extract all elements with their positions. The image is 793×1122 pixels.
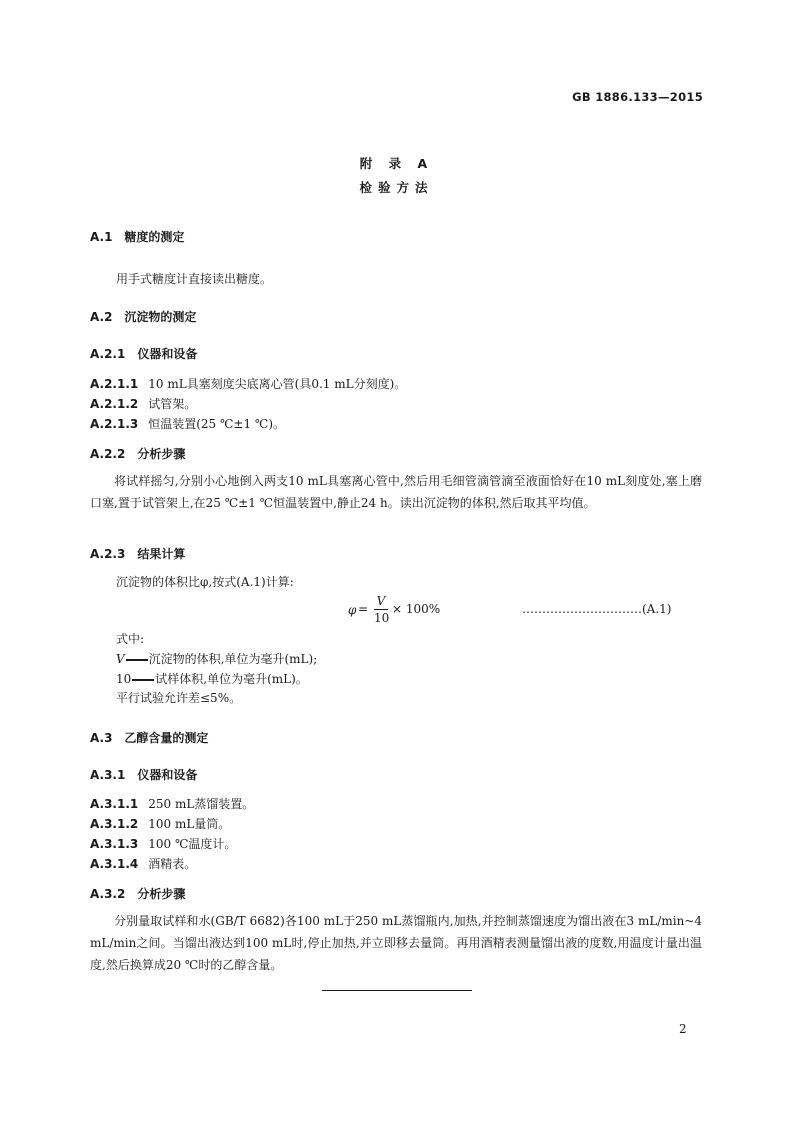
item-number: A.2.1.2 [90,397,139,411]
subsection-title: 仪器和设备 [137,347,198,361]
subsection-a21-heading [90,346,197,362]
section-a2-heading [90,309,196,325]
subsection-a32-heading [90,886,185,902]
list-item [90,816,230,832]
page-number: 2 [679,1022,687,1036]
subsection-number: A.2.1 [90,347,126,361]
formula-number: …………………………(A.1) [522,602,672,616]
formula-equals: = [358,602,369,616]
subsection-a31-heading [90,767,197,783]
list-item [90,836,236,852]
list-item [90,376,406,392]
subsection-title: 分析步骤 [137,887,186,901]
fraction-bar [374,609,388,610]
item-text: 恒温装置(25 ℃±1 ℃)。 [148,417,286,431]
item-number: A.2.1.1 [90,377,139,391]
standard-number: GB 1886.133—2015 [572,90,703,104]
variable-definition [116,671,308,687]
subsection-number: A.2.2 [90,447,126,461]
variable-symbol: V [116,652,125,666]
section-a1-heading [90,229,184,245]
item-text: 10 mL具塞刻度尖底离心管(具0.1 mL分刻度)。 [148,377,407,391]
section-number: A.3 [90,731,113,745]
formula-rest: × 100% [392,602,441,616]
annex-subtitle: 检验方法 [359,180,434,195]
subsection-a23-heading [90,546,185,562]
list-item [90,416,285,432]
list-item [90,396,196,412]
variable-description: 沉淀物的体积,单位为毫升(mL); [148,652,318,666]
end-rule [322,990,472,991]
list-item [90,796,254,812]
subsection-a22-body: 将试样摇匀,分别小心地倒入两支10 mL具塞离心管中,然后用毛细管滴管滴至液面恰好在10 mL刻度处,塞上磨口塞,置于试管架上,在25 ℃±1 ℃恒温装置中,静止24 h。读出沉淀物的体积,然后取其平均值。 [90,474,702,510]
tolerance-text: 平行试验允许差≤5%。 [116,691,242,705]
item-number: A.3.1.4 [90,857,139,871]
subsection-number: A.3.2 [90,887,126,901]
item-text: 酒精表。 [148,857,197,871]
subsection-number: A.2.3 [90,547,126,561]
variable-symbol: 10 [116,672,132,686]
subsection-title: 分析步骤 [137,447,186,461]
subsection-title: 结果计算 [137,547,186,561]
em-dash [126,659,148,661]
item-text: 250 mL蒸馏装置。 [148,797,255,811]
annex-title: 附 录 A [359,156,434,171]
item-number: A.3.1.2 [90,817,139,831]
formula-denominator: 10 [374,611,390,625]
em-dash [132,679,154,681]
where-label: 式中: [116,632,145,646]
formula-lhs: φ [348,603,357,617]
variable-description: 试样体积,单位为毫升(mL)。 [155,672,308,686]
formula-numerator: V [376,594,386,608]
formula-intro: 沉淀物的体积比φ,按式(A.1)计算: [116,575,294,589]
section-number: A.2 [90,310,113,324]
formula-fraction [374,594,388,625]
section-title: 沉淀物的测定 [124,310,197,324]
list-item [90,856,196,872]
subsection-number: A.3.1 [90,768,126,782]
section-number: A.1 [90,230,113,244]
variable-definition [116,651,317,667]
section-a1-body: 用手式糖度计直接读出糖度。 [116,272,273,286]
item-number: A.3.1.1 [90,797,139,811]
section-title: 糖度的测定 [124,230,185,244]
section-title: 乙醇含量的测定 [124,731,209,745]
item-text: 100 ℃温度计。 [148,837,237,851]
subsection-a32-body: 分别量取试样和水(GB/T 6682)各100 mL于250 mL蒸馏瓶内,加热,并控制蒸馏速度为馏出液在3 mL/min~4 mL/min之间。当馏出液达到100 mL时,停止加热,并立即移去量筒。再用酒精表测量馏出液的度数,用温度计量出温度,然后换算成20 ℃时的乙醇含量。 [90,914,702,972]
item-text: 100 mL量筒。 [148,817,231,831]
item-number: A.2.1.3 [90,417,139,431]
item-number: A.3.1.3 [90,837,139,851]
section-a3-heading [90,730,208,746]
subsection-title: 仪器和设备 [137,768,198,782]
subsection-a22-heading [90,446,185,462]
item-text: 试管架。 [148,397,197,411]
